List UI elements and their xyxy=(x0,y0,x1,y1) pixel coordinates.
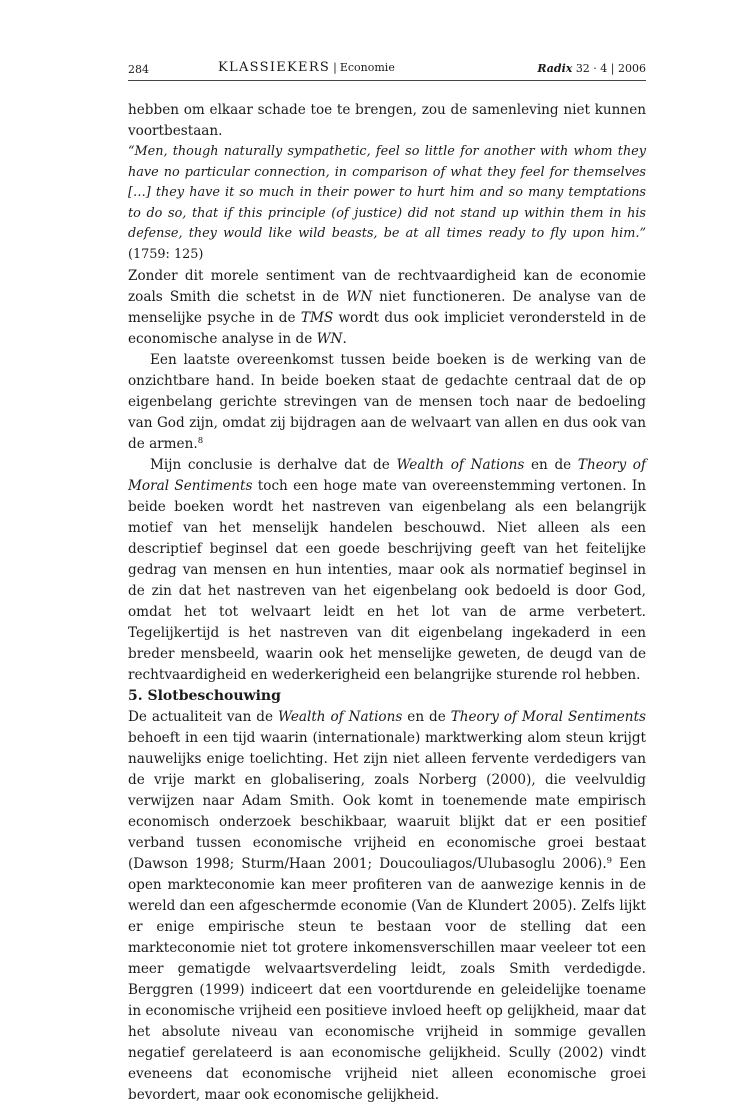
p3-italic-wealth-of-nations: Wealth of Nations xyxy=(396,456,525,473)
p4-italic-theory-moral-sentiments: Theory of Moral Sentiments xyxy=(450,708,647,725)
header-separator: | xyxy=(333,61,337,74)
p3-text-1: Mijn conclusie is derhalve dat de xyxy=(150,456,397,473)
p4-text-4: Een open markteconomie kan meer profiteren van de aanwezige kennis in de wereld dan een afgeschermde economie (Van de Klundert 2005). Zelfs lijkt er enige empirische steun te bestaan voor de stelling dat een markteconomie niet tot grotere inkomensverschillen maar veeleer tot een meer gematigde welvaartsverdeling leidt, zoals Smith verdedigde. Berggren (1999) indiceert dat een voortdurende en geleidelijke toename in economische vrijheid een positieve invloed heeft op gelijkheid, maar dat het absolute niveau van economische vrijheid in sommige gevallen negatief gerelateerd is aan economische gelijkheid. Scully (2002) vindt eveneens dat economische vrijheid niet alleen economische groei bevordert, maar ook economische gelijkheid. xyxy=(128,855,647,1103)
journal-issue: 32 · 4 | 2006 xyxy=(575,62,646,75)
quote-text: “Men, though naturally sympathetic, feel so little for another with whom they have no particular connection, in comparison of what they feel for themselves […] they have it so much in their power to hurt him and so many temptations to do so, that if this principle (of justice) did not stand up within them in his defense, they would like wild beasts, be at all times ready to fly upon him.” xyxy=(128,144,646,242)
p4-text-1: De actualiteit van de xyxy=(128,708,278,725)
journal-name: Radix xyxy=(537,62,573,75)
p3-italic-theory-moral-sentiments: Theory of Moral Sentiments xyxy=(128,456,647,494)
p1-italic-wn-2: WN xyxy=(316,330,343,347)
p1-text-2: niet functioneren. De analyse van de menselijke psyche in de xyxy=(128,288,646,326)
p1-italic-wn: WN xyxy=(346,288,373,305)
block-quote xyxy=(128,142,646,266)
paragraph-3 xyxy=(128,455,646,686)
paragraph-continuation: hebben om elkaar schade toe te brengen, zou de samenleving niet kunnen voortbestaan. xyxy=(128,102,646,139)
paragraph-2 xyxy=(128,350,646,455)
footnote-ref-9[interactable]: 9 xyxy=(606,855,613,866)
p1-text-4: . xyxy=(342,330,347,347)
footnote-ref-8[interactable]: 8 xyxy=(197,435,204,446)
section-label xyxy=(218,60,395,75)
p4-text-3: behoeft in een tijd waarin (internationale) marktwerking alom steun krijgt nauwelijks enige toelichting. Het zijn niet alleen fervente verdedigers van de vrije markt en globalisering, zoals Norberg (2000), die veelvuldig verwijzen naar Adam Smith. Ook komt in toenemende mate empirisch economisch onderzoek beschikbaar, waaruit blijkt dat er een positief verband tussen economische vrijheid en economische groei bestaat (Dawson 1998; Sturm/Haan 2001; Doucouliagos/Ulubasoglu 2006). xyxy=(128,729,646,872)
p1-text-1: Zonder dit morele sentiment van de rechtvaardigheid kan de economie zoals Smith die schetst in de xyxy=(128,267,646,305)
p2-text: Een laatste overeenkomst tussen beide boeken is de werking van de onzichtbare hand. In beide boeken staat de gedachte centraal dat de op eigenbelang gerichte strevingen van de mensen toch naar de bedoeling van God zijn, omdat zij bijdragen aan de welvaart van allen en dus ook van de armen. xyxy=(128,351,646,452)
p1-text-3: wordt dus ook impliciet verondersteld in de economische analyse in de xyxy=(128,309,646,347)
section-title: KLASSIEKERS xyxy=(218,60,331,75)
section-heading: 5. Slotbeschouwing xyxy=(128,687,281,704)
journal-info xyxy=(537,62,646,75)
page-number: 284 xyxy=(128,63,149,76)
p3-text-3: toch een hoge mate van overeenstemming vertonen. In beide boeken wordt het nastreven van eigenbelang als een belangrijk motief van het menselijk handelen beschouwd. Niet alleen als een descriptief beginsel dat een goede beschrijving geeft van het feitelijke gedrag van mensen en hun intenties, maar ook als normatief beginsel in de zin dat het nastreven van het eigenbelang ook bedoeld is door God, omdat het tot welvaart leidt en het lot van de arme verbetert. Tegelijkertijd is het nastreven van dit eigenbelang ingekaderd in een breder mensbeeld, waarin ook het menselijke geweten, de deugd van de rechtvaardigheid en wederkerigheid een belangrijke sturende rol hebben. xyxy=(128,477,646,683)
article-body xyxy=(128,100,646,1106)
p1-italic-tms: TMS xyxy=(300,309,334,326)
p4-text-2: en de xyxy=(402,708,451,725)
paragraph-4 xyxy=(128,707,646,1106)
running-header xyxy=(128,58,646,81)
p4-italic-wealth-of-nations: Wealth of Nations xyxy=(277,708,403,725)
quote-citation: (1759: 125) xyxy=(128,246,204,262)
p3-text-2: en de xyxy=(524,456,578,473)
subsection-title: Economie xyxy=(339,61,395,74)
paragraph-1 xyxy=(128,266,646,350)
